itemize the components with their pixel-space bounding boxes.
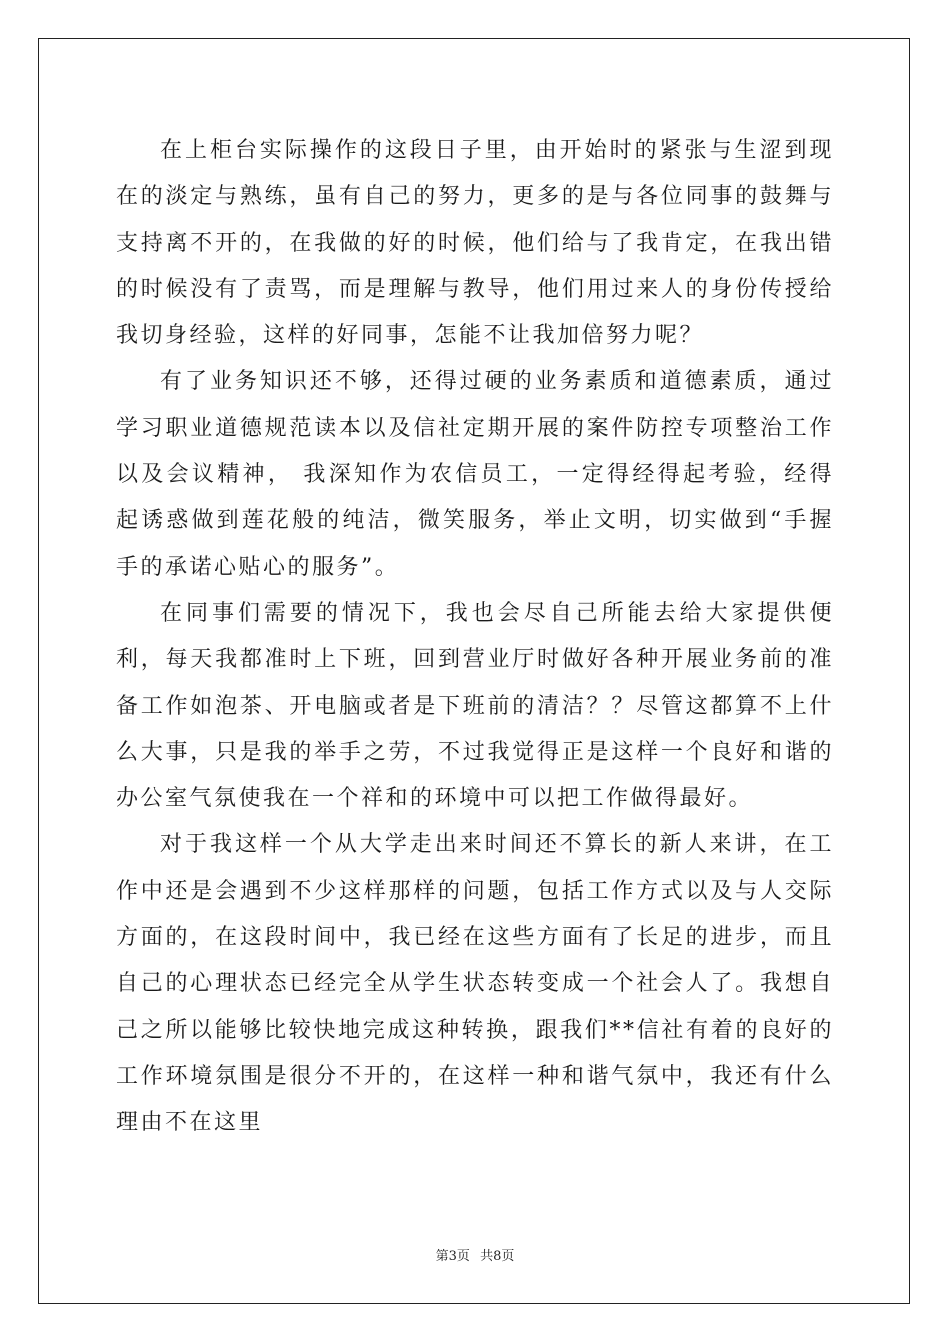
document-body [116,128,834,1147]
paragraph-1: 在上柜台实际操作的这段日子里，由开始时的紧张与生涩到现在的淡定与熟练，虽有自己的努力，更多的是与各位同事的鼓舞与支持离不开的，在我做的好的时候，他们给与了我肯定，在我出错的时候没有了责骂，而是理解与教导，他们用过来人的身份传授给我切身经验，这样的好同事，怎能不让我加倍努力呢？ [116,138,834,349]
paragraph-3: 在同事们需要的情况下，我也会尽自己所能去给大家提供便利，每天我都准时上下班，回到营业厅时做好各种开展业务前的准备工作如泡茶、开电脑或者是下班前的清洁？？尽管这都算不上什么大事，只是我的举手之劳，不过我觉得正是这样一个良好和谐的办公室气氛使我在一个祥和的环境中可以把工作做得最好。 [116,600,834,812]
paragraph-2: 有了业务知识还不够，还得过硬的业务素质和道德素质，通过学习职业道德规范读本以及信社定期开展的案件防控专项整治工作以及会议精神， 我深知作为农信员工，一定得经得起考验，经得起诱惑做到莲花般的纯洁，微笑服务，举止文明，切实做到“手握手的承诺心贴心的服务”。 [116,369,834,580]
paragraph-4: 对于我这样一个从大学走出来时间还不算长的新人来讲，在工作中还是会遇到不少这样那样的问题，包括工作方式以及与人交际方面的，在这段时间中，我已经在这些方面有了长足的进步，而且自己的心理状态已经完全从学生状态转变成一个社会人了。我想自己之所以能够比较快地完成这种转换，跟我们**信社有着的良好的工作环境氛围是很分不开的，在这样一种和谐气氛中，我还有什么理由不在这里 [116,832,834,1136]
page-total: 共8页 [480,1249,515,1264]
page-number: 第3页 [435,1249,470,1264]
page-footer [0,1245,950,1264]
